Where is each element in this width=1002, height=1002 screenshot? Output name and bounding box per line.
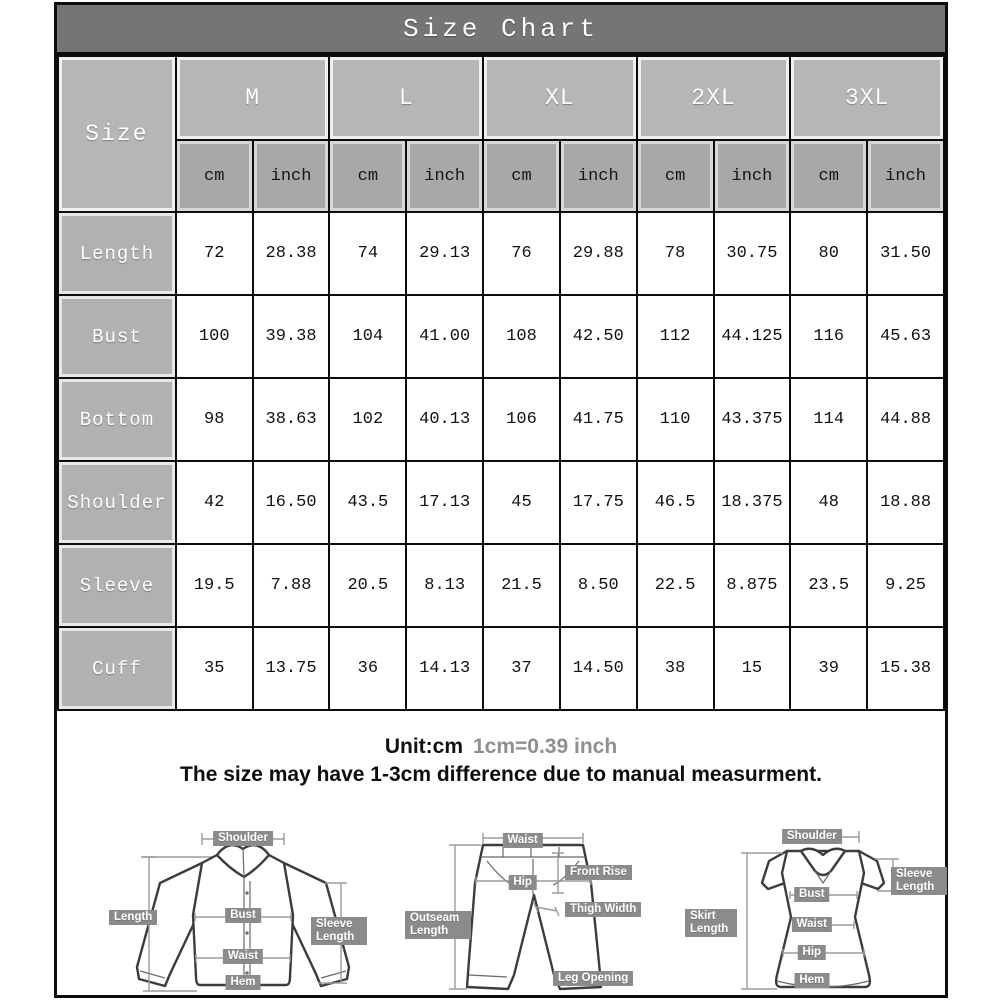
value-cell: 8.13 — [406, 544, 483, 627]
unit-header-inch: inch — [560, 140, 637, 212]
value-cell: 72 — [176, 212, 253, 295]
value-cell: 17.13 — [406, 461, 483, 544]
size-chart-sheet — [54, 2, 948, 998]
value-cell: 30.75 — [714, 212, 791, 295]
row-label-length: Length — [58, 212, 176, 295]
dress-skirt-length-label: Skirt Length — [685, 909, 737, 937]
unit-header-inch: inch — [406, 140, 483, 212]
value-cell: 48 — [790, 461, 867, 544]
size-col-header-3xl: 3XL — [790, 56, 944, 140]
dress-waist-label: Waist — [792, 917, 832, 932]
row-label-bottom: Bottom — [58, 378, 176, 461]
value-cell: 110 — [637, 378, 714, 461]
value-cell: 43.375 — [714, 378, 791, 461]
unit-header-cm: cm — [790, 140, 867, 212]
value-cell: 39 — [790, 627, 867, 710]
value-cell: 31.50 — [867, 212, 944, 295]
value-cell: 104 — [329, 295, 406, 378]
value-cell: 21.5 — [483, 544, 560, 627]
value-cell: 112 — [637, 295, 714, 378]
value-cell: 44.88 — [867, 378, 944, 461]
value-cell: 7.88 — [253, 544, 330, 627]
value-cell: 114 — [790, 378, 867, 461]
value-cell: 108 — [483, 295, 560, 378]
dress-bust-label: Bust — [794, 887, 830, 902]
unit-header-inch: inch — [253, 140, 330, 212]
shirt-bust-label: Bust — [225, 908, 261, 923]
size-col-header-l: L — [329, 56, 483, 140]
value-cell: 22.5 — [637, 544, 714, 627]
value-cell: 13.75 — [253, 627, 330, 710]
value-cell: 14.50 — [560, 627, 637, 710]
value-cell: 38 — [637, 627, 714, 710]
value-cell: 15 — [714, 627, 791, 710]
value-cell: 16.50 — [253, 461, 330, 544]
pants-front-rise-label: Front Rise — [565, 865, 632, 880]
value-cell: 41.00 — [406, 295, 483, 378]
unit-note — [57, 735, 945, 759]
size-corner-cell: Size — [58, 56, 176, 212]
page-title: Size Chart — [402, 13, 600, 44]
dress-sleeve-length-label: Sleeve Length — [891, 867, 947, 895]
value-cell: 18.375 — [714, 461, 791, 544]
value-cell: 8.50 — [560, 544, 637, 627]
table-row — [58, 544, 944, 627]
size-header-row — [58, 56, 944, 140]
value-cell: 38.63 — [253, 378, 330, 461]
dress-hip-label: Hip — [798, 945, 827, 960]
value-cell: 74 — [329, 212, 406, 295]
value-cell: 29.88 — [560, 212, 637, 295]
value-cell: 37 — [483, 627, 560, 710]
disclaimer-text: The size may have 1-3cm difference due to manual measurment. — [180, 763, 822, 786]
unit-header-cm: cm — [176, 140, 253, 212]
pants-hip-label: Hip — [508, 875, 537, 890]
row-label-bust: Bust — [58, 295, 176, 378]
value-cell: 14.13 — [406, 627, 483, 710]
unit-header-inch: inch — [867, 140, 944, 212]
value-cell: 17.75 — [560, 461, 637, 544]
notes-section — [57, 711, 945, 823]
value-cell: 29.13 — [406, 212, 483, 295]
value-cell: 40.13 — [406, 378, 483, 461]
size-col-header-2xl: 2XL — [637, 56, 791, 140]
shirt-diagram — [103, 825, 383, 997]
unit-header-cm: cm — [637, 140, 714, 212]
value-cell: 42.50 — [560, 295, 637, 378]
row-label-cuff: Cuff — [58, 627, 176, 710]
row-label-shoulder: Shoulder — [58, 461, 176, 544]
value-cell: 28.38 — [253, 212, 330, 295]
value-cell: 116 — [790, 295, 867, 378]
measurement-diagrams — [57, 823, 945, 999]
dress-hem-label: Hem — [794, 973, 829, 988]
value-cell: 44.125 — [714, 295, 791, 378]
pants-outseam-length-label: Outseam Length — [405, 911, 471, 939]
value-cell: 9.25 — [867, 544, 944, 627]
pants-waist-label: Waist — [502, 833, 542, 848]
size-table — [57, 55, 945, 711]
size-table-body — [58, 212, 944, 710]
value-cell: 98 — [176, 378, 253, 461]
value-cell: 45.63 — [867, 295, 944, 378]
unit-header-inch: inch — [714, 140, 791, 212]
shirt-hem-label: Hem — [226, 975, 261, 990]
value-cell: 41.75 — [560, 378, 637, 461]
unit-label: Unit:cm — [384, 735, 463, 758]
value-cell: 18.88 — [867, 461, 944, 544]
value-cell: 35 — [176, 627, 253, 710]
table-row — [58, 461, 944, 544]
value-cell: 80 — [790, 212, 867, 295]
pants-diagram — [403, 825, 663, 997]
dress-shoulder-label: Shoulder — [782, 829, 842, 844]
value-cell: 106 — [483, 378, 560, 461]
value-cell: 78 — [637, 212, 714, 295]
value-cell: 39.38 — [253, 295, 330, 378]
dress-diagram — [683, 825, 963, 997]
value-cell: 20.5 — [329, 544, 406, 627]
shirt-waist-label: Waist — [223, 949, 263, 964]
value-cell: 102 — [329, 378, 406, 461]
value-cell: 36 — [329, 627, 406, 710]
size-col-header-m: M — [176, 56, 330, 140]
shirt-length-label: Length — [109, 910, 157, 925]
shirt-shoulder-label: Shoulder — [213, 831, 273, 846]
unit-header-row — [58, 140, 944, 212]
value-cell: 19.5 — [176, 544, 253, 627]
unit-conversion: 1cm=0.39 inch — [473, 735, 618, 758]
value-cell: 45 — [483, 461, 560, 544]
value-cell: 43.5 — [329, 461, 406, 544]
value-cell: 15.38 — [867, 627, 944, 710]
value-cell: 23.5 — [790, 544, 867, 627]
size-col-header-xl: XL — [483, 56, 637, 140]
row-label-sleeve: Sleeve — [58, 544, 176, 627]
value-cell: 8.875 — [714, 544, 791, 627]
table-row — [58, 295, 944, 378]
value-cell: 76 — [483, 212, 560, 295]
pants-leg-opening-label: Leg Opening — [553, 971, 633, 986]
unit-header-cm: cm — [329, 140, 406, 212]
table-row — [58, 212, 944, 295]
shirt-sleeve-length-label: Sleeve Length — [311, 917, 367, 945]
value-cell: 42 — [176, 461, 253, 544]
table-row — [58, 378, 944, 461]
unit-header-cm: cm — [483, 140, 560, 212]
title-bar — [57, 5, 945, 55]
value-cell: 46.5 — [637, 461, 714, 544]
pants-thigh-width-label: Thigh Width — [565, 902, 641, 917]
table-row — [58, 627, 944, 710]
value-cell: 100 — [176, 295, 253, 378]
